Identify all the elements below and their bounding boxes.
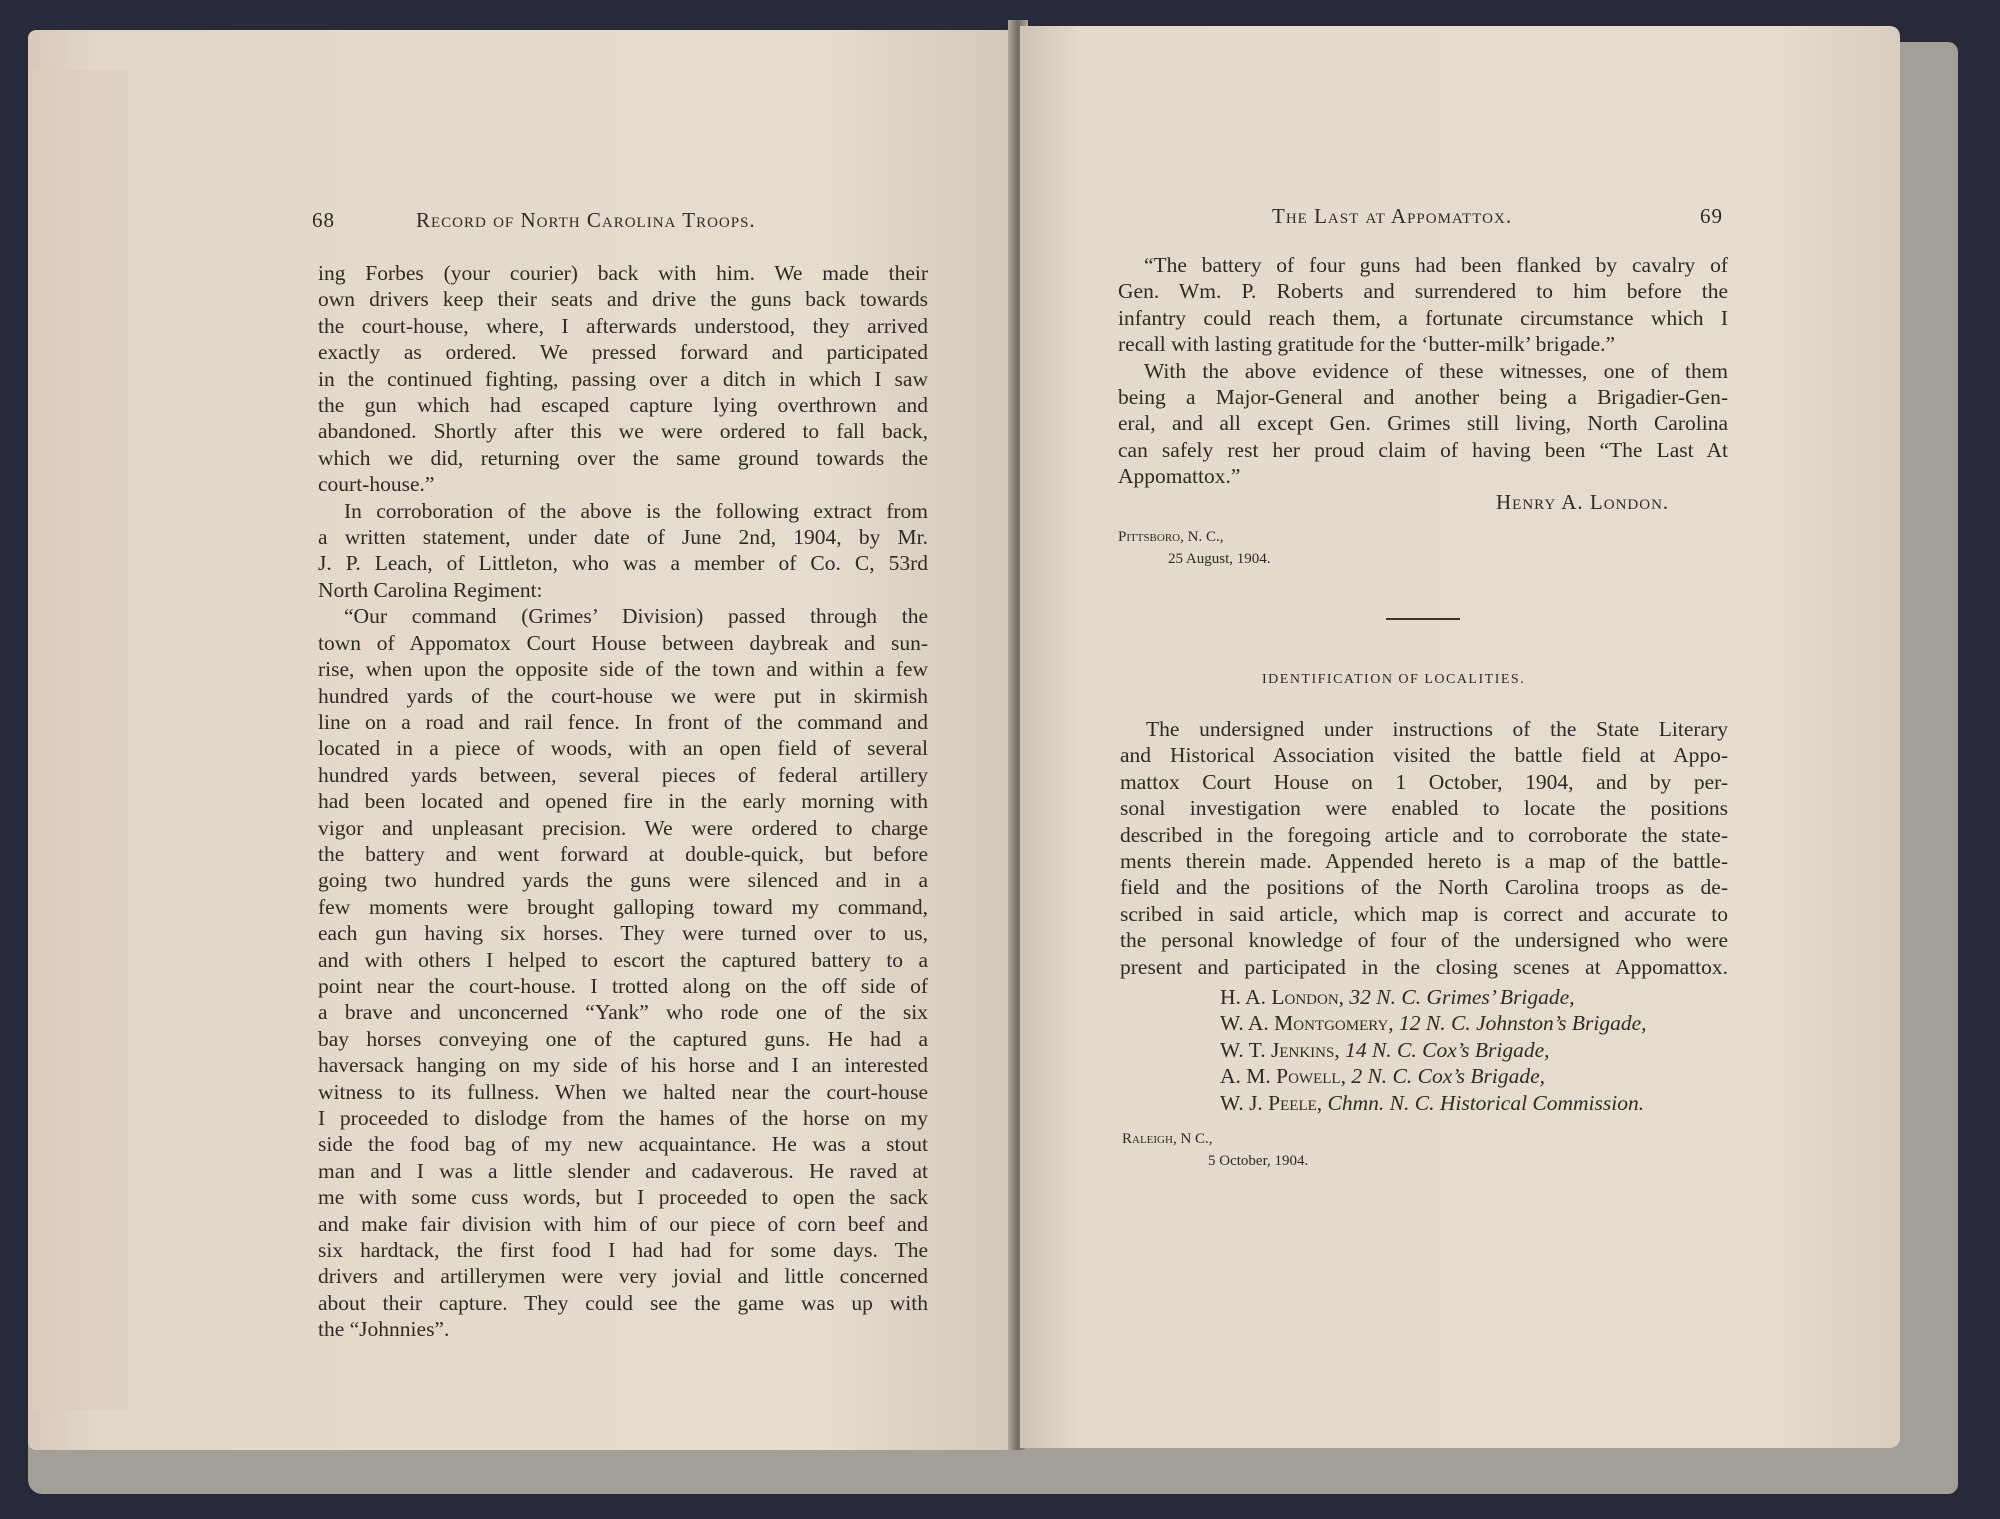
text-line: the battery and went forward at double-quick, but before bbox=[318, 841, 928, 866]
text-line: The undersigned under instructions of the State Literary bbox=[1146, 717, 1728, 741]
signers-list bbox=[1220, 984, 1740, 1116]
right-body-text bbox=[1118, 252, 1728, 490]
text-line: and Historical Association visited the battle field at Appo- bbox=[1120, 743, 1728, 768]
text-line: scribed in said article, which map is correct and accurate to bbox=[1120, 901, 1728, 926]
text-line: With the above evidence of these witnesses, one of them bbox=[1144, 358, 1728, 383]
text-line: going two hundred yards the guns were silenced and in a bbox=[318, 868, 928, 893]
text-line: ments therein made. Appended hereto is a map of the battle- bbox=[1120, 849, 1728, 874]
text-line: a brave and unconcerned “Yank” who rode one of the six bbox=[318, 1000, 928, 1025]
text-line: Gen. Wm. P. Roberts and surrendered to him before the bbox=[1118, 279, 1728, 304]
left-page-number: 68 bbox=[312, 208, 335, 232]
section-divider bbox=[1386, 618, 1460, 620]
section-body-text bbox=[1120, 716, 1728, 980]
text-line: field and the positions of the North Carolina troops as de- bbox=[1120, 875, 1728, 900]
text-line: rise, when upon the opposite side of the town and within a few bbox=[318, 657, 928, 682]
text-line: a written statement, under date of June 2nd, 1904, by Mr. bbox=[318, 525, 928, 550]
text-line: point near the court-house. I trotted along on the off side of bbox=[318, 973, 928, 998]
signer-name: W. T. Jenkins, bbox=[1220, 1037, 1340, 1062]
text-line: located in a piece of woods, with an open field of several bbox=[318, 736, 928, 761]
text-line: and make fair division with him of our piece of corn beef and bbox=[318, 1211, 928, 1236]
section-heading: IDENTIFICATION OF LOCALITIES. bbox=[1262, 672, 1526, 687]
signer-entry bbox=[1220, 1063, 1740, 1089]
text-line: hundred yards between, several pieces of federal artillery bbox=[318, 762, 928, 787]
signer-name: W. J. Peele, bbox=[1220, 1090, 1323, 1115]
text-line: ing Forbes (your courier) back with him. We made their bbox=[318, 261, 928, 285]
text-line: town of Appomatox Court House between daybreak and sun- bbox=[318, 630, 928, 655]
text-line: In corroboration of the above is the following extract from bbox=[344, 498, 928, 523]
text-line: the court-house, where, I afterwards understood, they arrived bbox=[318, 313, 928, 338]
closing-dateline bbox=[1122, 1128, 1308, 1172]
text-line: bay horses conveying one of the captured guns. He had a bbox=[318, 1026, 928, 1051]
text-line: abandoned. Shortly after this we were ordered to fall back, bbox=[318, 419, 928, 444]
signer-unit: 12 N. C. Johnston’s Brigade, bbox=[1399, 1011, 1647, 1036]
text-line: and with others I helped to escort the captured battery to a bbox=[318, 947, 928, 972]
text-line: Appomattox.” bbox=[1118, 464, 1241, 489]
signer-unit: 2 N. C. Cox’s Brigade, bbox=[1351, 1064, 1546, 1089]
dateline-place: Pittsboro, N. C., bbox=[1118, 529, 1224, 545]
text-line: J. P. Leach, of Littleton, who was a member of Co. C, 53rd bbox=[318, 551, 928, 576]
text-line: own drivers keep their seats and drive the guns back towards bbox=[318, 287, 928, 312]
text-line: North Carolina Regiment: bbox=[318, 577, 543, 602]
right-page-number: 69 bbox=[1700, 204, 1723, 228]
text-line: hundred yards of the court-house we were put in skirmish bbox=[318, 683, 928, 708]
right-running-head: The Last at Appomattox. bbox=[1272, 204, 1513, 228]
text-line: court-house.” bbox=[318, 472, 435, 497]
text-line: six hardtack, the first food I had had for some days. The bbox=[318, 1238, 928, 1263]
text-line: few moments were brought galloping toward my command, bbox=[318, 894, 928, 919]
text-line: witness to its fullness. When we halted near the court-house bbox=[318, 1079, 928, 1104]
text-line: about their capture. They could see the game was up with bbox=[318, 1290, 928, 1315]
text-line: me with some cuss words, but I proceeded to open the sack bbox=[318, 1185, 928, 1210]
text-line: side the food bag of my new acquaintance. He was a stout bbox=[318, 1132, 928, 1157]
closing-place: Raleigh, N C., bbox=[1122, 1131, 1213, 1147]
text-line: exactly as ordered. We pressed forward and participated bbox=[318, 340, 928, 365]
text-line: eral, and all except Gen. Grimes still living, North Carolina bbox=[1118, 411, 1728, 436]
dateline bbox=[1118, 526, 1271, 570]
author-signature: Henry A. London. bbox=[1496, 490, 1670, 514]
text-line: “The battery of four guns had been flanked by cavalry of bbox=[1144, 253, 1728, 277]
text-line: can safely rest her proud claim of having been “The Last At bbox=[1118, 437, 1728, 462]
text-line: which we did, returning over the same ground towards the bbox=[318, 445, 928, 470]
closing-date: 5 October, 1904. bbox=[1208, 1153, 1309, 1169]
text-line: infantry could reach them, a fortunate circumstance which I bbox=[1118, 305, 1728, 330]
text-line: had been located and opened fire in the early morning with bbox=[318, 789, 928, 814]
text-line: being a Major-General and another being a Brigadier-Gen- bbox=[1118, 385, 1728, 410]
text-line: “Our command (Grimes’ Division) passed through the bbox=[344, 604, 928, 629]
signer-name: H. A. London, bbox=[1220, 985, 1345, 1009]
text-line: vigor and unpleasant precision. We were ordered to charge bbox=[318, 815, 928, 840]
text-line: mattox Court House on 1 October, 1904, and by per- bbox=[1120, 769, 1728, 794]
signer-entry bbox=[1220, 1090, 1740, 1116]
text-line: recall with lasting gratitude for the ‘butter-milk’ brigade.” bbox=[1118, 332, 1616, 357]
signer-entry bbox=[1220, 984, 1740, 1010]
text-line: line on a road and rail fence. In front of the command and bbox=[318, 709, 928, 734]
signer-unit: Chmn. N. C. Historical Commission. bbox=[1327, 1090, 1645, 1115]
signer-unit: 32 N. C. Grimes’ Brigade, bbox=[1349, 985, 1575, 1009]
dateline-date: 25 August, 1904. bbox=[1168, 551, 1271, 567]
text-line: each gun having six horses. They were turned over to us, bbox=[318, 921, 928, 946]
text-line: in the continued fighting, passing over a ditch in which I saw bbox=[318, 366, 928, 391]
text-line: sonal investigation were enabled to locate the positions bbox=[1120, 796, 1728, 821]
text-line: described in the foregoing article and to corroborate the state- bbox=[1120, 822, 1728, 847]
text-line: the personal knowledge of four of the undersigned who were bbox=[1120, 928, 1728, 953]
text-line: I proceeded to dislodge from the hames of the horse on my bbox=[318, 1106, 928, 1130]
text-line: the “Johnnies”. bbox=[318, 1317, 450, 1342]
signer-entry bbox=[1220, 1037, 1740, 1063]
signer-unit: 14 N. C. Cox’s Brigade, bbox=[1345, 1037, 1550, 1062]
page-edges bbox=[28, 70, 128, 1410]
signer-name: W. A. Montgomery, bbox=[1220, 1011, 1394, 1036]
left-running-head: Record of North Carolina Troops. bbox=[416, 208, 756, 232]
signer-entry bbox=[1220, 1010, 1740, 1036]
text-line: man and I was a little slender and cadaverous. He raved at bbox=[318, 1158, 928, 1183]
text-line: haversack hanging on my side of his horse and I an interested bbox=[318, 1053, 928, 1078]
signer-name: A. M. Powell, bbox=[1220, 1064, 1346, 1089]
text-line: drivers and artillerymen were very jovial and little concerned bbox=[318, 1264, 928, 1289]
text-line: the gun which had escaped capture lying overthrown and bbox=[318, 393, 928, 418]
left-body-text bbox=[318, 260, 928, 1343]
text-line: present and participated in the closing scenes at Appomattox. bbox=[1120, 954, 1728, 979]
